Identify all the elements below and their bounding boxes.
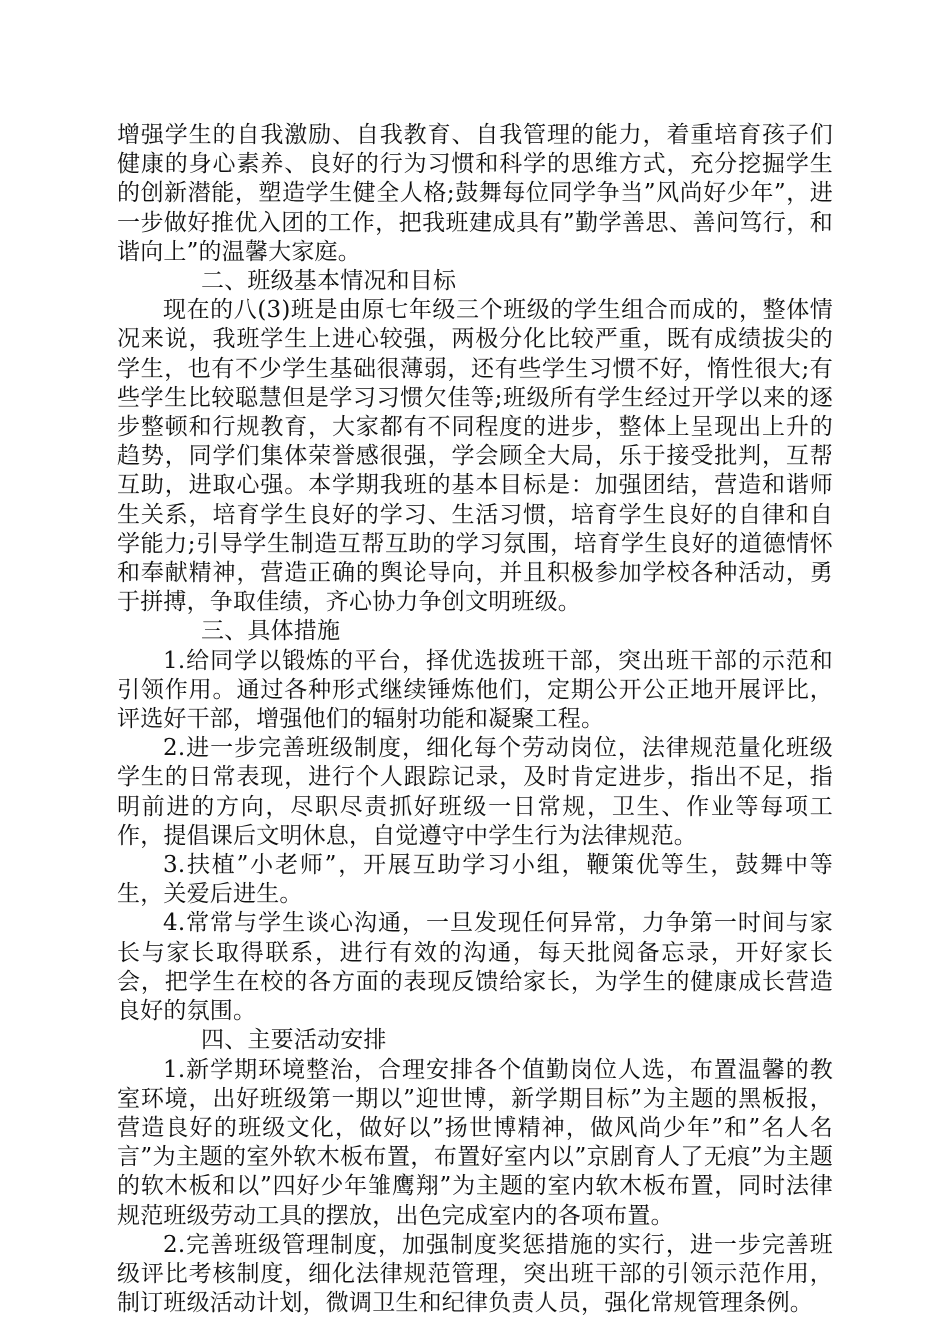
- measure-item-2: 2.进一步完善班级制度，细化每个劳动岗位，法律规范量化班级学生的日常表现，进行个人跟踪记录，及时肯定进步，指出不足，指明前进的方向，尽职尽责抓好班级一日常规，卫生、作业等每项工作，提倡课后文明休息，自觉遵守中学生行为法律规范。: [117, 735, 833, 849]
- section-heading-basic-situation: 二、班级基本情况和目标: [201, 268, 457, 295]
- section-heading-activities: 四、主要活动安排: [201, 1027, 387, 1054]
- section-paragraph-basic-situation: 现在的八(3)班是由原七年级三个班级的学生组合而成的，整体情况来说，我班学生上进心较强，两极分化比较严重，既有成绩拔尖的学生，也有不少学生基础很薄弱，还有些学生习惯不好，惰性很大;有些学生比较聪慧但是学习习惯欠佳等;班级所有学生经过开学以来的逐步整顿和行规教育，大家都有不同程度的进步，整体上呈现出上升的趋势，同学们集体荣誉感很强，学会顾全大局，乐于接受批判，互帮互助，进取心强。本学期我班的基本目标是：加强团结，营造和谐师生关系，培育学生良好的学习、生活习惯，培育学生良好的自律和自学能力;引导学生制造互帮互助的学习氛围，培育学生良好的道德情怀和奉献精神，营造正确的舆论导向，并且积极参加学校各种活动，勇于拼搏，争取佳绩，齐心协力争创文明班级。: [117, 297, 833, 616]
- measure-item-4: 4.常常与学生谈心沟通，一旦发现任何异常，力争第一时间与家长与家长取得联系，进行有效的沟通，每天批阅备忘录，开好家长会，把学生在校的各方面的表现反馈给家长，为学生的健康成长营造良好的氛围。: [117, 910, 833, 1025]
- section-heading-measures: 三、具体措施: [201, 618, 341, 645]
- activity-item-1: 1.新学期环境整治，合理安排各个值勤岗位人选，布置温馨的教室环境，出好班级第一期以”迎世博，新学期目标”为主题的黑板报，营造良好的班级文化，做好以”扬世博精神，做风尚少年”和”名人名言”为主题的室外软木板布置，布置好室内以”京剧育人了无痕”为主题的软木板和以”四好少年雏鹰翔”为主题的室内软木板布置，同时法律规范班级劳动工具的摆放，出色完成室内的各项布置。: [117, 1056, 833, 1229]
- intro-paragraph: 增强学生的自我激励、自我教育、自我管理的能力，着重培育孩子们健康的身心素养、良好的行为习惯和科学的思维方式，充分挖掘学生的创新潜能，塑造学生健全人格;鼓舞每位同学争当”风尚好少年”，进一步做好推优入团的工作，把我班建成具有”勤学善思、善问笃行，和谐向上”的温馨大家庭。: [117, 122, 833, 265]
- measure-item-3: 3.扶植”小老师”，开展互助学习小组，鞭策优等生，鼓舞中等生，关爱后进生。: [117, 852, 833, 908]
- activity-item-2: 2.完善班级管理制度，加强制度奖惩措施的实行，进一步完善班级评比考核制度，细化法律规范管理，突出班干部的引领示范作用，制订班级活动计划，微调卫生和纪律负责人员，强化常规管理条例。: [117, 1231, 833, 1317]
- document-body: [117, 121, 833, 1318]
- measure-item-1: 1.给同学以锻炼的平台，择优选拔班干部，突出班干部的示范和引领作用。通过各种形式继续锤炼他们，定期公开公正地开展评比，评选好干部，增强他们的辐射功能和凝聚工程。: [117, 647, 833, 733]
